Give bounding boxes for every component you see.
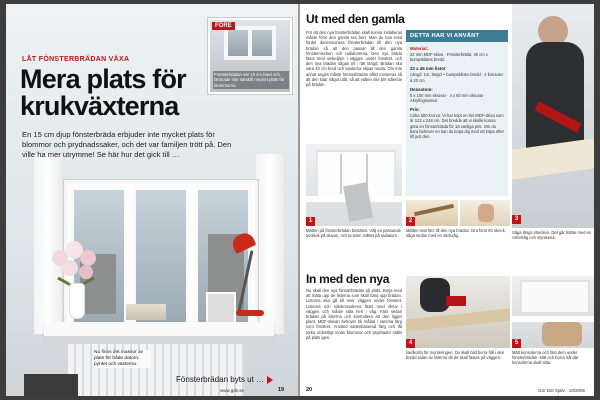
headline: Mera plats för krukväxterna — [20, 64, 186, 121]
right-page — [300, 4, 594, 396]
step-number-4: 4 — [406, 339, 415, 348]
vase — [70, 284, 84, 318]
section-text-in: Nu skall den nya fönsterbrädan på plats. Borja med att mäta upp de listerna som skall bära upp brädan. Listorna ska gå till över väggen under fönstret. Listerna och sidokonsolerna fästs med skruv i väggen och måste sitta helt i våg. Fäst sedan brädan på listerna och kontrollera att den ligger plant. MDF-skivan behöver bli målad i samma färg som fönstret. Använd vattenbaserad färg och låt torka ordentligt innan blommor och prydnader ställs på plats igen. — [306, 288, 402, 340]
kicker: LÅT FÖNSTERBRÄDAN VÄXA — [22, 56, 130, 63]
before-window — [224, 26, 276, 60]
caption-3: Såga längs strecken. Det går bättre med en cirkelsåg och styrskena. — [512, 230, 592, 241]
right-page-number: 20 — [306, 387, 313, 393]
footer-title — [176, 375, 273, 384]
sidebar-material-text: 22 mm MDF-skiva · Fönsterbräda, 40 cm x bumpskiktes bredd — [410, 52, 488, 63]
sidebar-tools-text: Längd: 1m, längd + bumpskiktes bredd · 2 konsoler à 20 cm — [410, 72, 504, 83]
right-folio: Gör Det Själv · 10/2006 — [538, 388, 586, 393]
curtain-right — [256, 154, 284, 334]
step-photo-3 — [512, 4, 594, 228]
flower-bouquet — [48, 238, 104, 288]
photo-caption: Nu finns det massor av plats för både datorn, pyntet och växterna. — [94, 350, 150, 368]
lamp-base — [236, 310, 264, 316]
footer-title-text: Fönsterbrädan byts ut … — [176, 375, 265, 384]
caption-1: Mätten på fönsterbrädan bestäms. Välj en passande tjocklek på skivan, och ta även måttet på radiatorn. — [306, 228, 401, 239]
sidebar-tools-label: 22 x 45 mm listor — [410, 66, 446, 72]
step-photo-2 — [406, 200, 458, 226]
picture-frame — [206, 292, 236, 324]
sidebar-dims-text: 5 x 100 mm skruvar · 4 x 60 mm skruvar · Akrylfogmassa — [410, 92, 486, 104]
magazine-spread — [6, 4, 594, 396]
before-caption: Fönsterbrädan var 15 cm bred och lämnade inte särskilt mycket plats för blommorna. — [213, 71, 289, 89]
step-number-5: 5 — [512, 339, 521, 348]
new-window-sill — [44, 322, 274, 336]
sidebar-material-label: Material: — [410, 46, 429, 51]
caption-2: Mätten överförs till den nya brädan. Dra först ett streck, såga sedan med en sticksåg. — [406, 228, 506, 239]
step-photo-2b — [460, 200, 510, 226]
left-page-number: 19 — [278, 387, 285, 393]
step-number-1: 1 — [306, 217, 315, 226]
left-page — [6, 4, 298, 396]
dek: En 15 cm djup fönsterbräda erbjuder inte mycket plats för blommor och prydnadssaker, och det var familjen trött på. Den ville ha mer utrymme! Se här hur det gick till … — [22, 130, 232, 159]
books — [126, 304, 166, 320]
sill-edge — [44, 336, 274, 342]
section-title-in: In med den nya — [306, 272, 390, 286]
before-photo — [208, 18, 292, 94]
step-photo-4 — [406, 276, 510, 348]
sidebar-heading: DETTA HAR VI ANVÄNT — [406, 30, 508, 42]
sidebar-price-text: Cirka 500 kronor. Vi har köpt en hel MDF-skiva som är 122 x 248 cm. Det bredde att vi skulle kunna göra en fönsterbräda för 18 vanliga pris. Om du bara behöver en kan du köpa dig med ett köpa efter till just den. — [410, 113, 504, 140]
step-number-3: 3 — [512, 215, 521, 224]
sidebar-dims-label: Dessutom: — [410, 86, 433, 92]
section-text-out: För att den nya fönsterbrädan skall kunna installeras måste först den gamla tas bort. Man du kan med fördel dimensionera fönsterbrädan till den nya brädan så att den passar till den gamla fönsternischen och radiatorerna. Den nya bräda fästs med vinkeljärn i väggen under fönstret, och den nya brädan sågas till i rätt längd. Brädan ska vara 40 cm bred och kanterna slipas runda. Om inte annat anges måste fönsterbrädan alltid monteras så att den lutar något utåt, så att vatten inte blir stående på brädan. — [306, 30, 402, 88]
left-folio: www.gds.se — [220, 388, 245, 393]
caption-4: Nedkorta för monteringen. Du skall bild borra hål i den bredd sidan av listerna dit de skall fästas på väggen. — [406, 350, 505, 361]
step-photo-5 — [512, 276, 594, 348]
before-badge: FÖRE — [212, 22, 235, 30]
sidebar-price-label: Pris: — [410, 107, 420, 113]
materials-sidebar — [406, 30, 508, 196]
caption-5: Mätt konsolerna och fäst dem under fönsterbrädan. Mät och borra hål där konsolerna skall sitta. — [512, 350, 579, 366]
arrow-right-icon — [267, 376, 273, 384]
section-title-out: Ut med den gamla — [306, 12, 405, 26]
step-number-2: 2 — [406, 217, 415, 226]
chair — [24, 374, 78, 396]
step-photo-1 — [306, 144, 402, 226]
